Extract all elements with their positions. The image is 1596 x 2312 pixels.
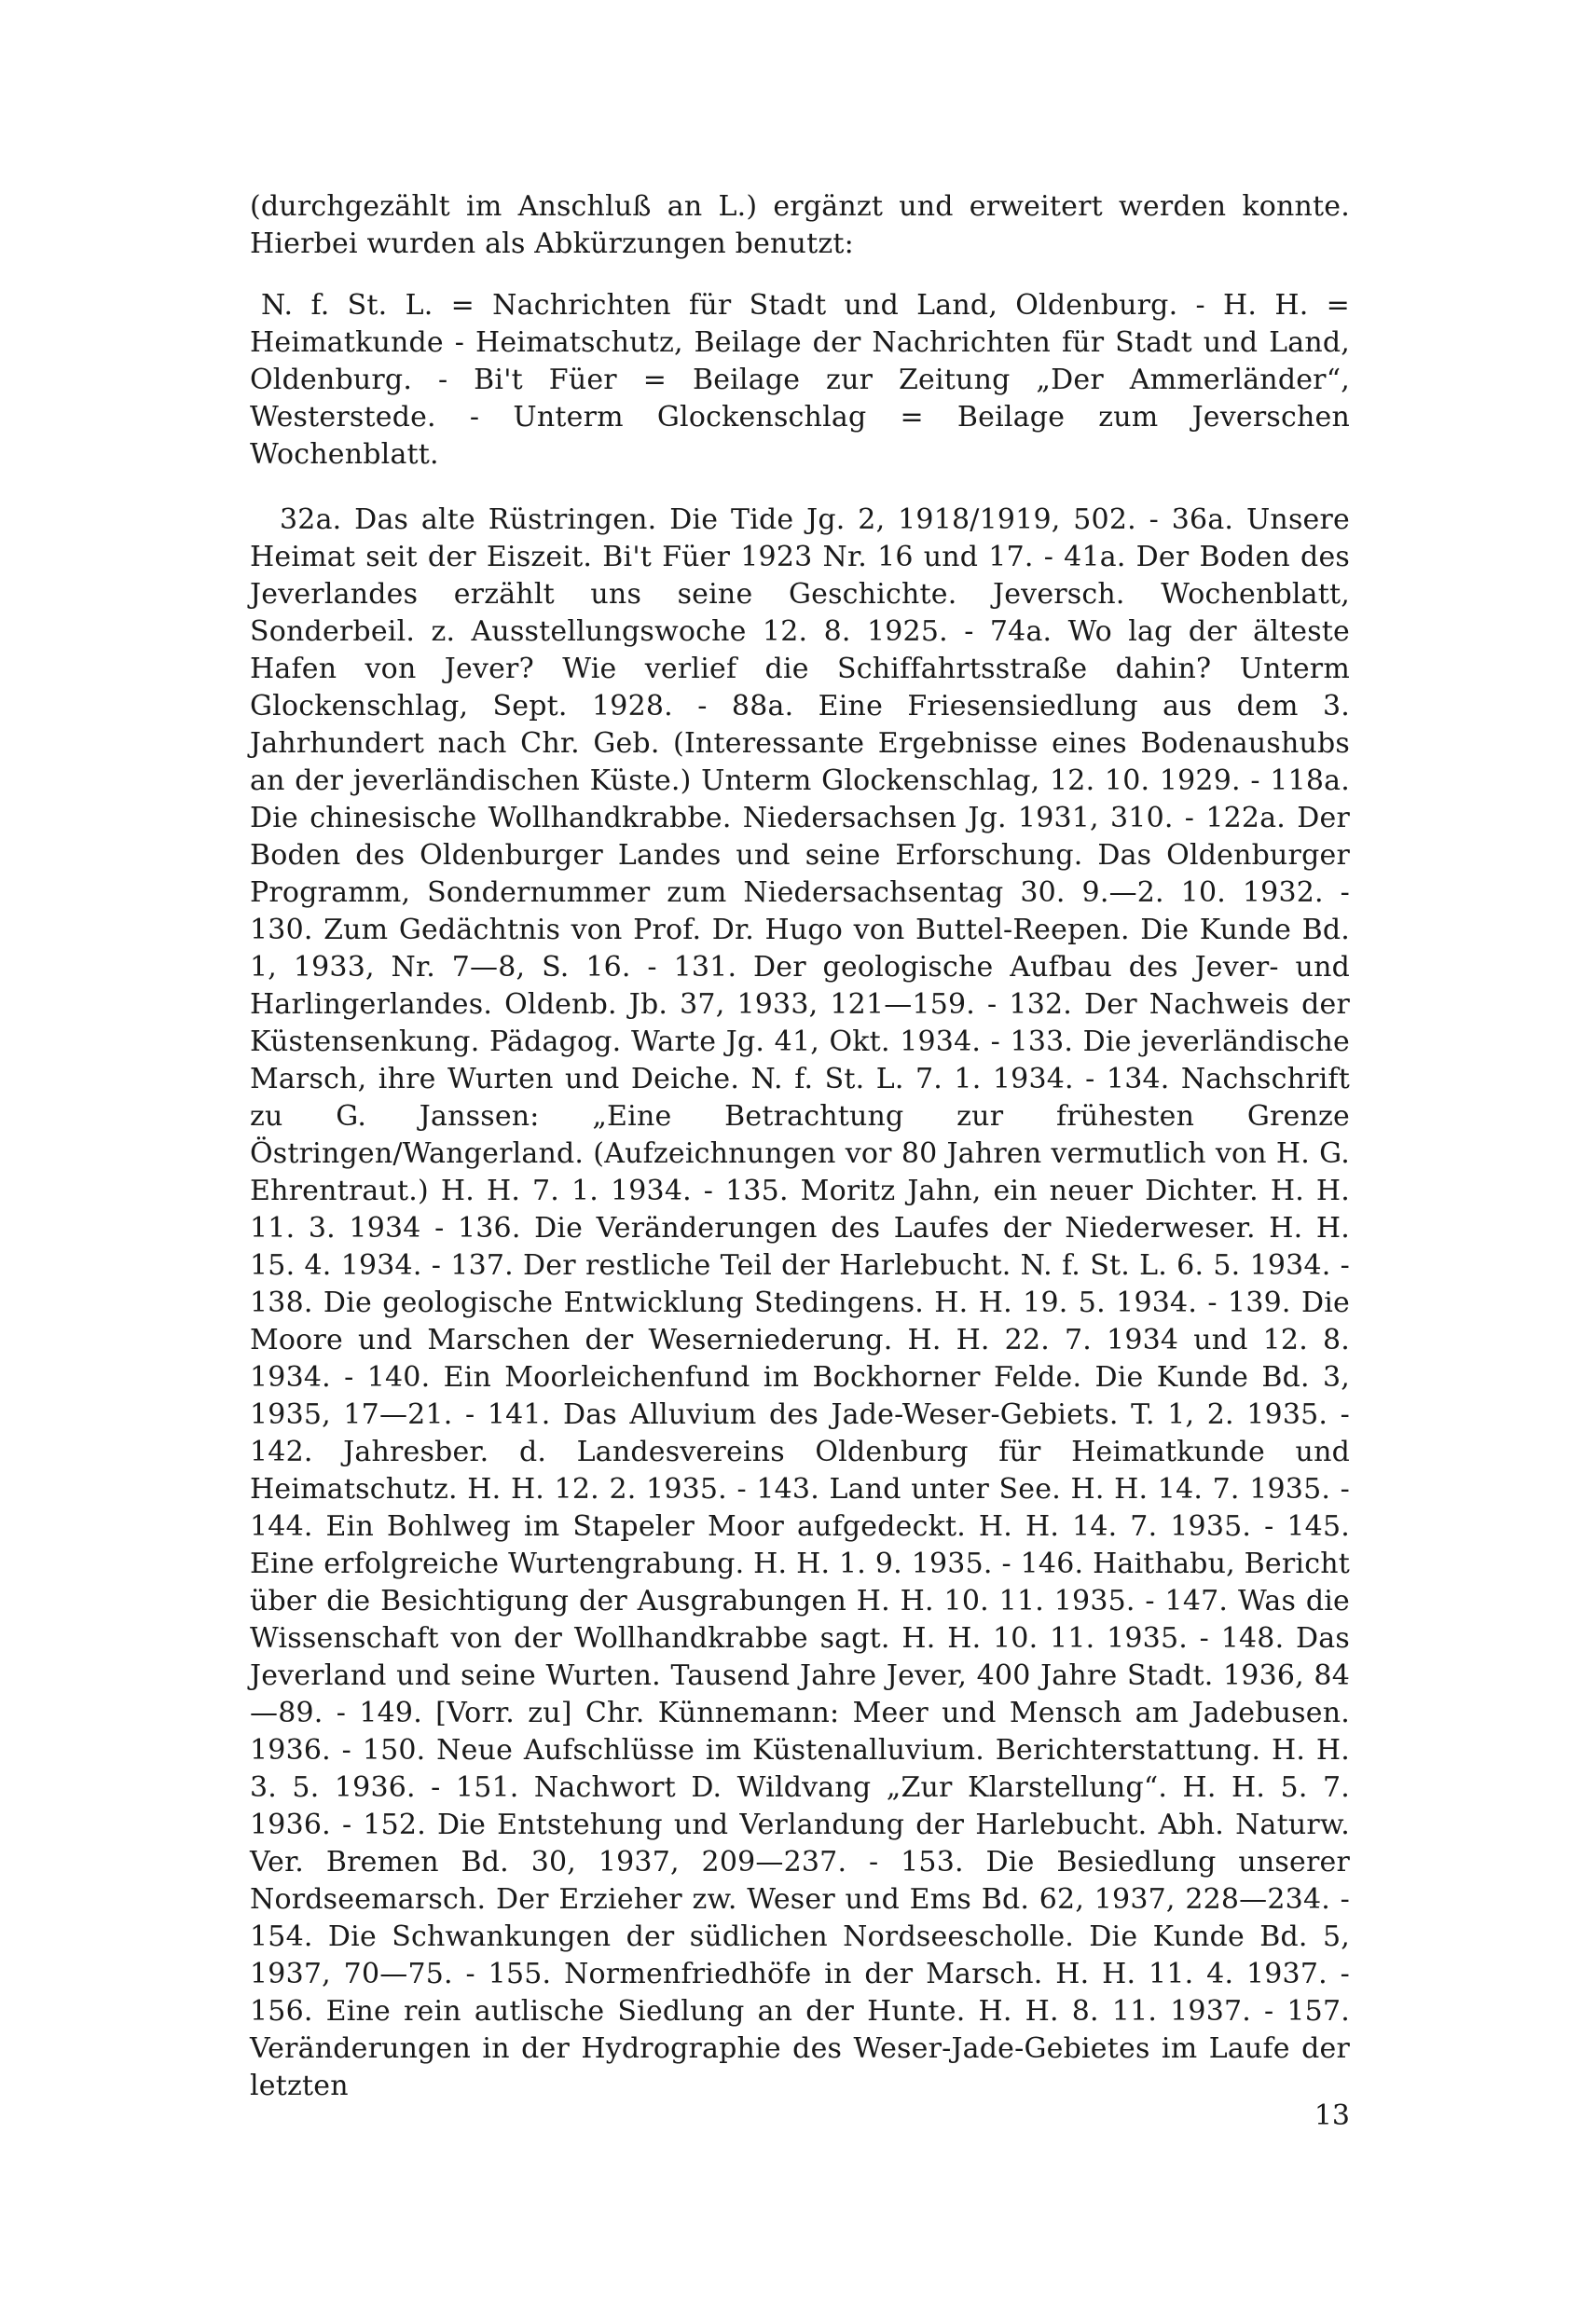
bibliography-paragraph: 32a. Das alte Rüstringen. Die Tide Jg. 2, 1918/1919, 502. - 36a. Unsere Heimat seit der Eiszeit. Bi't Füer 1923 Nr. 16 und 17. - 41a. Der Boden des Jeverlandes erzählt uns seine Geschichte. Jeversch. Wochenblatt, Sonderbeil. z. Ausstellungswoche 12. 8. 1925. - 74a. Wo lag der älteste Hafen von Jever? Wie verlief die Schiffahrtsstraße dahin? Unterm Glockenschlag, Sept. 1928. - 88a. Eine Friesensiedlung aus dem 3. Jahrhundert nach Chr. Geb. (Interessante Ergebnisse eines Bodenaushubs an der jeverländischen Küste.) Unterm Glockenschlag, 12. 10. 1929. - 118a. Die chinesische Wollhandkrabbe. Niedersachsen Jg. 1931, 310. - 122a. Der Boden des Oldenburger Landes und seine Erforschung. Das Oldenburger Programm, Sondernummer zum Niedersachsentag 30. 9.—2. 10. 1932. - 130. Zum Gedächtnis von Prof. Dr. Hugo von Buttel-Reepen. Die Kunde Bd. 1, 1933, Nr. 7—8, S. 16. - 131. Der geologische Aufbau des Jever- und Harlingerlandes. Oldenb. Jb. 37, 1933, 121—159. - 132. Der Nachweis der Küstensenkung. Pädagog. Warte Jg. 41, Okt. 1934. - 133. Die jeverländische Marsch, ihre Wurten und Deiche. N. f. St. L. 7. 1. 1934. - 134. Nachschrift zu G. Janssen: „Eine Betrachtung zur frühesten Grenze Östringen/Wangerland. (Aufzeichnungen vor 80 Jahren vermutlich von H. G. Ehrentraut.) H. H. 7. 1. 1934. - 135. Moritz Jahn, ein neuer Dichter. H. H. 11. 3. 1934 - 136. Die Veränderungen des Laufes der Niederweser. H. H. 15. 4. 1934. - 137. Der restliche Teil der Harlebucht. N. f. St. L. 6. 5. 1934. - 138. Die geologische Entwicklung Stedingens. H. H. 19. 5. 1934. - 139. Die Moore und Marschen der Weserniederung. H. H. 22. 7. 1934 und 12. 8. 1934. - 140. Ein Moorleichenfund im Bockhorner Felde. Die Kunde Bd. 3, 1935, 17—21. - 141. Das Alluvium des Jade-Weser-Gebiets. T. 1, 2. 1935. - 142. Jahresber. d. Landesvereins Oldenburg für Heimatkunde und Heimatschutz. H. H. 12. 2. 1935. - 143. Land unter See. H. H. 14. 7. 1935. - 144. Ein Bohlweg im Stapeler Moor aufgedeckt. H. H. 14. 7. 1935. - 145. Eine erfolgreiche Wurtengrabung. H. H. 1. 9. 1935. - 146. Haithabu, Bericht über die Besichtigung der Ausgrabungen H. H. 10. 11. 1935. - 147. Was die Wissenschaft von der Wollhandkrabbe sagt. H. H. 10. 11. 1935. - 148. Das Jeverland und seine Wurten. Tausend Jahre Jever, 400 Jahre Stadt. 1936, 84—89. - 149. [Vorr. zu] Chr. Künnemann: Meer und Mensch am Jadebusen. 1936. - 150. Neue Aufschlüsse im Küstenalluvium. Berichterstattung. H. H. 3. 5. 1936. - 151. Nachwort D. Wildvang „Zur Klarstellung“. H. H. 5. 7. 1936. - 152. Die Entstehung und Verlandung der Harlebucht. Abh. Naturw. Ver. Bremen Bd. 30, 1937, 209—237. - 153. Die Besiedlung unserer Nordseemarsch. Der Erzieher zw. Weser und Ems Bd. 62, 1937, 228—234. - 154. Die Schwankungen der südlichen Nordseescholle. Die Kunde Bd. 5, 1937, 70—75. - 155. Normenfriedhöfe in der Marsch. H. H. 11. 4. 1937. - 156. Eine rein autlische Siedlung an der Hunte. H. H. 8. 11. 1937. - 157. Veränderungen in der Hydrographie des Weser-Jade-Gebietes im Laufe der letzten [250,503,1350,2102]
page-number: 13 [1314,2099,1350,2132]
abbreviations-paragraph: N. f. St. L. = Nachrichten für Stadt und Land, Oldenburg. - H. H. = Heimatkunde - Heimatschutz, Beilage der Nachrichten für Stadt und Land, Oldenburg. - Bi't Füer = Beilage zur Zeitung „Der Ammerländer“, Westerstede. - Unterm Glockenschlag = Beilage zum Jeverschen Wochenblatt. [250,289,1350,471]
intro-paragraph: (durchgezählt im Anschluß an L.) ergänzt und erweitert werden konnte. Hierbei wurden als Abkürzungen benutzt: [250,190,1350,260]
